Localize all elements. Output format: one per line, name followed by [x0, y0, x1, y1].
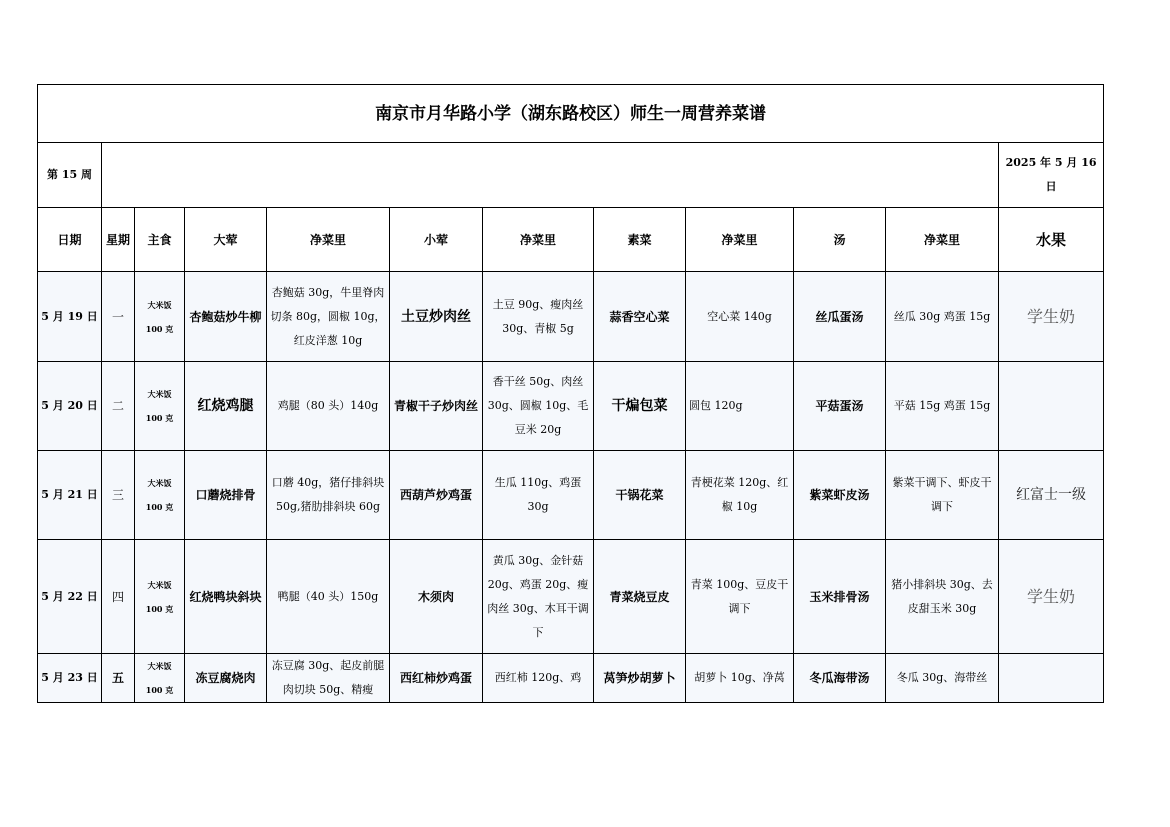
- row-main-dish: 红烧鸭块斜块: [185, 540, 267, 654]
- row-fruit: [999, 362, 1104, 451]
- row-staple: 大米饭 100 克: [135, 362, 185, 451]
- row-side-net: 生瓜 110g、鸡蛋 30g: [483, 451, 594, 540]
- row-weekday: 一: [102, 272, 135, 362]
- header-soup: 汤: [794, 208, 886, 272]
- row-main-net: 口蘑 40g，猪仔排斜块 50g,猪肋排斜块 60g: [267, 451, 390, 540]
- row-date: 5 月 20 日: [38, 362, 102, 451]
- row-vegetable: 干锅花菜: [594, 451, 686, 540]
- table-row: [38, 362, 1104, 451]
- header-soup-net: 净菜里: [886, 208, 999, 272]
- header-fruit: 水果: [999, 208, 1104, 272]
- table-row: [38, 540, 1104, 654]
- row-date: 5 月 21 日: [38, 451, 102, 540]
- issue-date: 2025 年 5 月 16 日: [999, 143, 1104, 208]
- row-main-dish: 口蘑烧排骨: [185, 451, 267, 540]
- header-veg-net: 净菜里: [686, 208, 794, 272]
- row-veg-net: 青菜 100g、豆皮干调下: [686, 540, 794, 654]
- row-fruit: 学生奶: [999, 272, 1104, 362]
- row-veg-net: 胡萝卜 10g、净莴: [686, 654, 794, 703]
- header-main-net: 净菜里: [267, 208, 390, 272]
- row-side-net: 土豆 90g、瘦肉丝 30g、青椒 5g: [483, 272, 594, 362]
- menu-title: 南京市月华路小学（湖东路校区）师生一周营养菜谱: [38, 85, 1104, 143]
- row-weekday: 二: [102, 362, 135, 451]
- row-weekday: 三: [102, 451, 135, 540]
- table-row: [38, 654, 1104, 703]
- row-vegetable: 莴笋炒胡萝卜: [594, 654, 686, 703]
- row-date: 5 月 19 日: [38, 272, 102, 362]
- row-vegetable: 蒜香空心菜: [594, 272, 686, 362]
- row-veg-net: 青梗花菜 120g、红椒 10g: [686, 451, 794, 540]
- week-spacer: [102, 143, 999, 208]
- header-weekday: 星期: [102, 208, 135, 272]
- row-main-net: 鸭腿（40 头）150g: [267, 540, 390, 654]
- row-main-dish: 红烧鸡腿: [185, 362, 267, 451]
- row-staple: 大米饭 100 克: [135, 540, 185, 654]
- row-soup: 丝瓜蛋汤: [794, 272, 886, 362]
- row-main-net: 杏鲍菇 30g，牛里脊肉切条 80g，圆椒 10g，红皮洋葱 10g: [267, 272, 390, 362]
- row-side-dish: 木须肉: [390, 540, 483, 654]
- header-date: 日期: [38, 208, 102, 272]
- row-soup-net: 猪小排斜块 30g、去皮甜玉米 30g: [886, 540, 999, 654]
- row-side-dish: 西红柿炒鸡蛋: [390, 654, 483, 703]
- row-soup-net: 冬瓜 30g、海带丝: [886, 654, 999, 703]
- row-soup-net: 紫菜干调下、虾皮干调下: [886, 451, 999, 540]
- row-staple: 大米饭 100 克: [135, 654, 185, 703]
- row-side-dish: 青椒干子炒肉丝: [390, 362, 483, 451]
- header-side-dish: 小荤: [390, 208, 483, 272]
- week-label: 第 15 周: [38, 143, 102, 208]
- row-main-net: 鸡腿（80 头）140g: [267, 362, 390, 451]
- row-main-dish: 冻豆腐烧肉: [185, 654, 267, 703]
- row-weekday: 五: [102, 654, 135, 703]
- header-side-net: 净菜里: [483, 208, 594, 272]
- row-main-net: 冻豆腐 30g、起皮前腿肉切块 50g、精瘦: [267, 654, 390, 703]
- row-weekday: 四: [102, 540, 135, 654]
- row-fruit: [999, 654, 1104, 703]
- header-staple: 主食: [135, 208, 185, 272]
- row-soup-net: 平菇 15g 鸡蛋 15g: [886, 362, 999, 451]
- row-veg-net: 空心菜 140g: [686, 272, 794, 362]
- row-vegetable: 青菜烧豆皮: [594, 540, 686, 654]
- row-soup-net: 丝瓜 30g 鸡蛋 15g: [886, 272, 999, 362]
- table-row: [38, 272, 1104, 362]
- row-date: 5 月 22 日: [38, 540, 102, 654]
- header-main-dish: 大荤: [185, 208, 267, 272]
- row-date: 5 月 23 日: [38, 654, 102, 703]
- row-soup: 紫菜虾皮汤: [794, 451, 886, 540]
- row-side-dish: 西葫芦炒鸡蛋: [390, 451, 483, 540]
- table-row: [38, 451, 1104, 540]
- row-main-dish: 杏鲍菇炒牛柳: [185, 272, 267, 362]
- row-soup: 平菇蛋汤: [794, 362, 886, 451]
- row-vegetable: 干煸包菜: [594, 362, 686, 451]
- row-side-net: 黄瓜 30g、金针菇 20g、鸡蛋 20g、瘦肉丝 30g、木耳干调下: [483, 540, 594, 654]
- weekly-menu-table: [37, 84, 1104, 703]
- row-soup: 玉米排骨汤: [794, 540, 886, 654]
- row-side-dish: 土豆炒肉丝: [390, 272, 483, 362]
- row-fruit: 红富士一级: [999, 451, 1104, 540]
- row-fruit: 学生奶: [999, 540, 1104, 654]
- row-staple: 大米饭 100 克: [135, 451, 185, 540]
- row-side-net: 香干丝 50g、肉丝 30g、圆椒 10g、毛豆米 20g: [483, 362, 594, 451]
- row-soup: 冬瓜海带汤: [794, 654, 886, 703]
- row-staple: 大米饭 100 克: [135, 272, 185, 362]
- row-side-net: 西红柿 120g、鸡: [483, 654, 594, 703]
- row-veg-net: 圆包 120g: [686, 362, 794, 451]
- header-row: [38, 208, 1104, 272]
- header-vegetable: 素菜: [594, 208, 686, 272]
